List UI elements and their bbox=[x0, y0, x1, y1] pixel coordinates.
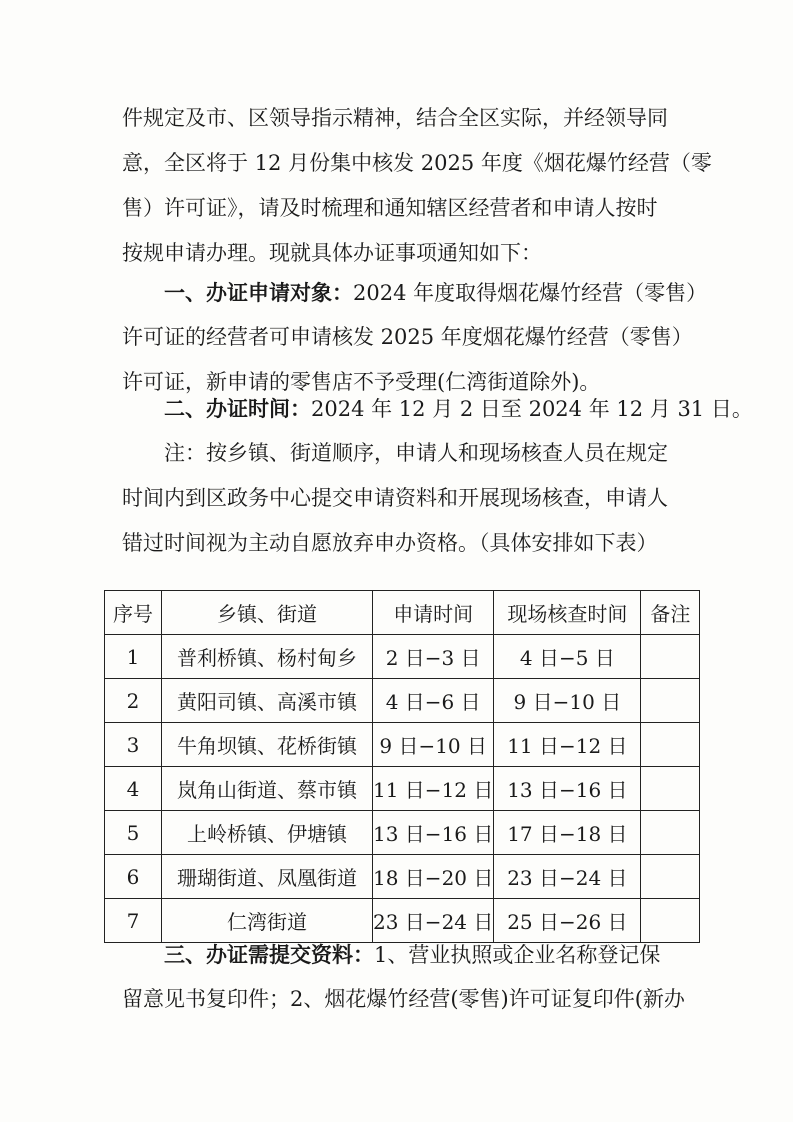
section-materials-heading: 三、办证需提交资料： bbox=[164, 942, 374, 967]
note-line: 错过时间视为主动自愿放弃申办资格。（具体安排如下表） bbox=[122, 531, 658, 555]
cell-index: 7 bbox=[105, 899, 162, 943]
cell-town: 珊瑚街道、凤凰街道 bbox=[162, 855, 373, 899]
header-inspect-time: 现场核查时间 bbox=[494, 591, 641, 635]
header-apply-time: 申请时间 bbox=[373, 591, 494, 635]
cell-inspect-time: 23 日−24 日 bbox=[494, 855, 641, 899]
cell-town: 普利桥镇、杨村甸乡 bbox=[162, 635, 373, 679]
table-row bbox=[105, 679, 700, 723]
cell-apply-time: 23 日−24 日 bbox=[373, 899, 494, 943]
cell-apply-time: 11 日−12 日 bbox=[373, 767, 494, 811]
table-row bbox=[105, 723, 700, 767]
section-applicants-line bbox=[122, 270, 708, 315]
cell-index: 4 bbox=[105, 767, 162, 811]
cell-inspect-time: 17 日−18 日 bbox=[494, 811, 641, 855]
cell-inspect-time: 11 日−12 日 bbox=[494, 723, 641, 767]
note-line: 注：按乡镇、街道顺序，申请人和现场核查人员在规定 bbox=[164, 441, 668, 465]
cell-town: 仁湾街道 bbox=[162, 899, 373, 943]
section-materials-text: 1、营业执照或企业名称登记保 bbox=[374, 943, 661, 967]
cell-remarks bbox=[641, 811, 700, 855]
cell-remarks bbox=[641, 723, 700, 767]
section-applicants-heading: 一、办证申请对象： bbox=[164, 280, 353, 305]
cell-apply-time: 4 日−6 日 bbox=[373, 679, 494, 723]
cell-inspect-time: 4 日−5 日 bbox=[494, 635, 641, 679]
cell-town: 黄阳司镇、高溪市镇 bbox=[162, 679, 373, 723]
table-row bbox=[105, 635, 700, 679]
cell-apply-time: 18 日−20 日 bbox=[373, 855, 494, 899]
header-remarks: 备注 bbox=[641, 591, 700, 635]
section-materials-line: 留意见书复印件；2、烟花爆竹经营(零售)许可证复印件(新办 bbox=[122, 987, 685, 1011]
cell-remarks bbox=[641, 679, 700, 723]
cell-remarks bbox=[641, 767, 700, 811]
intro-paragraph bbox=[122, 96, 712, 276]
intro-line: 售）许可证》，请及时梳理和通知辖区经营者和申请人按时 bbox=[122, 196, 658, 220]
section-applicants-line: 许可证，新申请的零售店不予受理(仁湾街道除外)。 bbox=[122, 370, 601, 394]
cell-index: 3 bbox=[105, 723, 162, 767]
cell-remarks bbox=[641, 855, 700, 899]
table-row bbox=[105, 855, 700, 899]
cell-inspect-time: 9 日−10 日 bbox=[494, 679, 641, 723]
cell-index: 6 bbox=[105, 855, 162, 899]
cell-index: 1 bbox=[105, 635, 162, 679]
note-line: 时间内到区政务中心提交申请资料和开展现场核查，申请人 bbox=[122, 486, 668, 510]
intro-line: 按规申请办理。现就具体办证事项通知如下： bbox=[122, 241, 542, 265]
section-materials bbox=[122, 932, 692, 1022]
table-row bbox=[105, 811, 700, 855]
section-applicants-line: 许可证的经营者可申请核发 2025 年度烟花爆竹经营（零售） bbox=[122, 325, 693, 349]
header-index: 序号 bbox=[105, 591, 162, 635]
table-row bbox=[105, 767, 700, 811]
section-time-text: 2024 年 12 月 2 日至 2024 年 12 月 31 日。 bbox=[311, 397, 753, 421]
intro-line: 件规定及市、区领导指示精神，结合全区实际，并经领导同 bbox=[122, 106, 668, 130]
header-town: 乡镇、街道 bbox=[162, 591, 373, 635]
cell-inspect-time: 13 日−16 日 bbox=[494, 767, 641, 811]
cell-town: 牛角坝镇、花桥街镇 bbox=[162, 723, 373, 767]
section-applicants-text: 2024 年度取得烟花爆竹经营（零售） bbox=[353, 281, 708, 305]
cell-index: 2 bbox=[105, 679, 162, 723]
section-time-line bbox=[122, 386, 753, 431]
cell-town: 岚角山街道、蔡市镇 bbox=[162, 767, 373, 811]
intro-line: 意，全区将于 12 月份集中核发 2025 年度《烟花爆竹经营（零 bbox=[122, 151, 712, 175]
cell-apply-time: 9 日−10 日 bbox=[373, 723, 494, 767]
cell-town: 上岭桥镇、伊塘镇 bbox=[162, 811, 373, 855]
cell-apply-time: 2 日−3 日 bbox=[373, 635, 494, 679]
section-time-heading: 二、办证时间： bbox=[164, 396, 311, 421]
section-time bbox=[122, 386, 753, 431]
cell-index: 5 bbox=[105, 811, 162, 855]
note-paragraph bbox=[122, 431, 692, 566]
table-header-row bbox=[105, 591, 700, 635]
schedule-table bbox=[104, 590, 700, 943]
section-applicants bbox=[122, 270, 708, 405]
cell-apply-time: 13 日−16 日 bbox=[373, 811, 494, 855]
cell-remarks bbox=[641, 635, 700, 679]
section-materials-line bbox=[122, 932, 692, 977]
cell-inspect-time: 25 日−26 日 bbox=[494, 899, 641, 943]
